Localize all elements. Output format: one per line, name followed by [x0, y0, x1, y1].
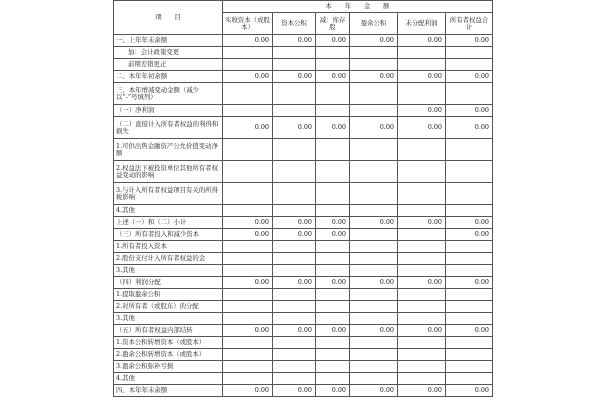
item-column-header: 项 目	[114, 1, 223, 35]
row-label: 3.与计入所有者权益项目有关的所得税影响	[114, 183, 223, 205]
table-cell: 0.00	[223, 229, 273, 241]
table-cell	[223, 241, 273, 253]
table-cell	[223, 253, 273, 265]
table-cell: 0.00	[446, 71, 493, 83]
table-cell	[273, 83, 316, 105]
table-cell	[316, 253, 350, 265]
table-cell: 0.00	[350, 71, 398, 83]
table-cell	[350, 139, 398, 161]
table-cell: 0.00	[446, 277, 493, 289]
table-cell	[316, 301, 350, 313]
row-label: （一）净利润	[114, 105, 223, 117]
table-cell: 0.00	[446, 35, 493, 47]
header-row-top	[114, 1, 493, 13]
table-cell: 0.00	[273, 217, 316, 229]
table-cell	[223, 205, 273, 217]
table-cell	[273, 265, 316, 277]
table-cell: 0.00	[316, 277, 350, 289]
table-cell	[316, 337, 350, 349]
table-cell	[446, 183, 493, 205]
table-cell: 0.00	[398, 117, 446, 139]
row-label: （三）所有者投入和减少资本	[114, 229, 223, 241]
table-cell	[398, 205, 446, 217]
row-label: 二、本年年初余额	[114, 71, 223, 83]
table-cell	[316, 289, 350, 301]
table-cell	[398, 59, 446, 71]
table-cell	[446, 161, 493, 183]
equity-statement-sheet	[113, 0, 489, 394]
table-cell	[316, 205, 350, 217]
table-cell	[446, 139, 493, 161]
table-cell	[273, 361, 316, 373]
table-row	[114, 301, 493, 313]
table-cell	[273, 161, 316, 183]
row-label: 3.盈余公积弥补亏损	[114, 361, 223, 373]
table-cell: 0.00	[446, 217, 493, 229]
table-row	[114, 71, 493, 83]
table-cell: 0.00	[446, 385, 493, 397]
table-cell: 0.00	[273, 35, 316, 47]
table-row	[114, 385, 493, 397]
table-row	[114, 373, 493, 385]
equity-change-table	[113, 0, 493, 397]
table-cell	[273, 313, 316, 325]
table-cell	[223, 105, 273, 117]
table-row	[114, 35, 493, 47]
table-row	[114, 349, 493, 361]
row-label: 3.其他	[114, 265, 223, 277]
table-cell	[350, 229, 398, 241]
table-cell	[316, 139, 350, 161]
table-cell	[223, 349, 273, 361]
table-cell	[398, 253, 446, 265]
table-cell	[350, 241, 398, 253]
row-label: 三、本年增减变动金额（减少以“-”号填列）	[114, 83, 223, 105]
table-row	[114, 265, 493, 277]
table-cell	[350, 301, 398, 313]
table-cell	[316, 241, 350, 253]
table-cell	[350, 361, 398, 373]
table-row	[114, 205, 493, 217]
table-cell	[273, 337, 316, 349]
table-cell	[350, 105, 398, 117]
table-cell	[398, 139, 446, 161]
table-cell: 0.00	[446, 229, 493, 241]
table-row	[114, 47, 493, 59]
table-cell	[398, 83, 446, 105]
table-cell	[316, 313, 350, 325]
table-cell	[223, 83, 273, 105]
table-cell: 0.00	[398, 105, 446, 117]
row-label: 上述（一）和（二）小计	[114, 217, 223, 229]
table-row	[114, 117, 493, 139]
table-row	[114, 59, 493, 71]
table-cell	[350, 289, 398, 301]
row-label: 2.股份支付计入所有者权益的金	[114, 253, 223, 265]
table-row	[114, 241, 493, 253]
table-cell	[273, 139, 316, 161]
table-cell	[223, 183, 273, 205]
table-cell	[223, 337, 273, 349]
table-cell	[398, 301, 446, 313]
table-cell	[223, 361, 273, 373]
table-row	[114, 253, 493, 265]
table-cell	[398, 337, 446, 349]
table-cell	[316, 59, 350, 71]
table-cell	[398, 349, 446, 361]
table-row	[114, 139, 493, 161]
table-cell: 0.00	[446, 105, 493, 117]
table-cell: 0.00	[316, 385, 350, 397]
table-cell: 0.00	[273, 229, 316, 241]
row-label: 加：会计政策变更	[114, 47, 223, 59]
table-cell	[223, 373, 273, 385]
table-cell	[316, 361, 350, 373]
row-label: 1.提取盈余公积	[114, 289, 223, 301]
row-label: 3.其他	[114, 313, 223, 325]
table-cell	[446, 265, 493, 277]
table-cell	[223, 313, 273, 325]
table-cell: 0.00	[273, 385, 316, 397]
table-cell	[398, 361, 446, 373]
table-cell: 0.00	[398, 71, 446, 83]
table-cell: 0.00	[316, 217, 350, 229]
table-cell: 0.00	[350, 385, 398, 397]
table-cell	[446, 313, 493, 325]
table-cell	[316, 47, 350, 59]
table-cell	[446, 301, 493, 313]
column-header-surplus-reserve: 盈余公积	[350, 13, 398, 35]
row-label: 一、上年年末余额	[114, 35, 223, 47]
table-row	[114, 83, 493, 105]
table-cell: 0.00	[223, 35, 273, 47]
table-cell: 0.00	[223, 217, 273, 229]
table-cell: 0.00	[273, 277, 316, 289]
table-row	[114, 105, 493, 117]
row-label: 2.对所有者（或股东）的分配	[114, 301, 223, 313]
table-cell	[446, 59, 493, 71]
table-cell	[350, 265, 398, 277]
table-cell: 0.00	[223, 71, 273, 83]
table-cell: 0.00	[398, 325, 446, 337]
table-cell	[273, 183, 316, 205]
table-cell	[350, 205, 398, 217]
table-cell	[398, 183, 446, 205]
table-cell	[398, 241, 446, 253]
table-cell	[350, 161, 398, 183]
table-cell	[273, 205, 316, 217]
table-cell: 0.00	[398, 35, 446, 47]
table-row	[114, 277, 493, 289]
row-label: 4.其他	[114, 205, 223, 217]
table-cell	[223, 289, 273, 301]
table-cell: 0.00	[273, 71, 316, 83]
table-cell	[398, 229, 446, 241]
table-cell: 0.00	[223, 277, 273, 289]
period-header: 本 年 金 额	[223, 1, 493, 13]
row-label: （四）利润分配	[114, 277, 223, 289]
table-cell	[316, 349, 350, 361]
table-cell: 0.00	[223, 325, 273, 337]
table-cell: 0.00	[350, 217, 398, 229]
table-cell	[446, 289, 493, 301]
table-cell: 0.00	[273, 325, 316, 337]
table-cell	[273, 253, 316, 265]
column-header-total-equity: 所有者权益合计	[446, 13, 493, 35]
table-cell: 0.00	[316, 229, 350, 241]
column-header-treasury-stock: 减：库存股	[316, 13, 350, 35]
table-cell: 0.00	[316, 117, 350, 139]
table-cell	[446, 83, 493, 105]
table-row	[114, 337, 493, 349]
table-row	[114, 183, 493, 205]
table-cell: 0.00	[350, 35, 398, 47]
table-cell	[446, 373, 493, 385]
table-cell	[273, 47, 316, 59]
table-cell	[273, 241, 316, 253]
table-row	[114, 229, 493, 241]
table-cell	[446, 337, 493, 349]
row-label: 4.其他	[114, 373, 223, 385]
table-cell	[350, 337, 398, 349]
table-cell: 0.00	[350, 277, 398, 289]
row-label: （二）直接计入所有者权益的利得和损失	[114, 117, 223, 139]
table-cell: 0.00	[398, 277, 446, 289]
table-cell	[316, 161, 350, 183]
table-cell: 0.00	[223, 385, 273, 397]
table-cell	[273, 289, 316, 301]
table-cell: 0.00	[273, 117, 316, 139]
row-label: 2.权益法下被投资单位其他所有者权益变动的影响	[114, 161, 223, 183]
table-cell	[398, 313, 446, 325]
table-cell	[273, 301, 316, 313]
table-cell: 0.00	[316, 35, 350, 47]
row-label: 1.可供出售金融资产公允价值变动净额	[114, 139, 223, 161]
table-cell	[223, 59, 273, 71]
row-label: 2.盈余公积转增资本（或股本）	[114, 349, 223, 361]
table-cell	[223, 265, 273, 277]
row-label: 1.所有者投入资本	[114, 241, 223, 253]
table-cell	[350, 253, 398, 265]
table-row	[114, 289, 493, 301]
table-cell	[350, 313, 398, 325]
table-cell	[446, 361, 493, 373]
table-cell	[223, 161, 273, 183]
table-cell	[446, 241, 493, 253]
table-cell	[223, 301, 273, 313]
table-cell	[446, 349, 493, 361]
table-cell	[350, 349, 398, 361]
table-cell	[273, 349, 316, 361]
table-cell	[350, 183, 398, 205]
table-row	[114, 217, 493, 229]
row-label: 1.资本公积转增资本（或股本）	[114, 337, 223, 349]
column-header-paid-in-capital: 实收资本（或股本）	[223, 13, 273, 35]
table-cell	[398, 373, 446, 385]
table-cell	[316, 83, 350, 105]
table-cell	[350, 59, 398, 71]
table-cell	[350, 47, 398, 59]
table-cell: 0.00	[398, 385, 446, 397]
row-label: （五）所有者权益内部结转	[114, 325, 223, 337]
table-row	[114, 313, 493, 325]
column-header-capital-reserve: 资本公积	[273, 13, 316, 35]
table-cell	[350, 83, 398, 105]
table-cell	[398, 47, 446, 59]
table-cell	[446, 205, 493, 217]
table-cell	[446, 47, 493, 59]
table-cell: 0.00	[350, 325, 398, 337]
table-cell: 0.00	[350, 117, 398, 139]
table-cell: 0.00	[316, 71, 350, 83]
table-cell	[316, 183, 350, 205]
table-row	[114, 325, 493, 337]
table-cell	[398, 289, 446, 301]
table-cell: 0.00	[446, 325, 493, 337]
table-cell: 0.00	[316, 325, 350, 337]
table-cell	[398, 161, 446, 183]
row-label: 四、本年年末余额	[114, 385, 223, 397]
row-label: 前期差错更正	[114, 59, 223, 71]
table-cell	[316, 265, 350, 277]
table-cell	[223, 47, 273, 59]
table-cell	[223, 139, 273, 161]
table-cell: 0.00	[398, 217, 446, 229]
table-cell	[273, 373, 316, 385]
table-cell	[350, 373, 398, 385]
table-cell	[446, 253, 493, 265]
column-header-undistributed-profit: 未分配利润	[398, 13, 446, 35]
table-cell	[398, 265, 446, 277]
table-cell	[316, 373, 350, 385]
table-cell: 0.00	[446, 117, 493, 139]
table-cell: 0.00	[223, 117, 273, 139]
table-cell	[273, 105, 316, 117]
table-cell	[273, 59, 316, 71]
table-row	[114, 361, 493, 373]
table-cell	[316, 105, 350, 117]
table-row	[114, 161, 493, 183]
